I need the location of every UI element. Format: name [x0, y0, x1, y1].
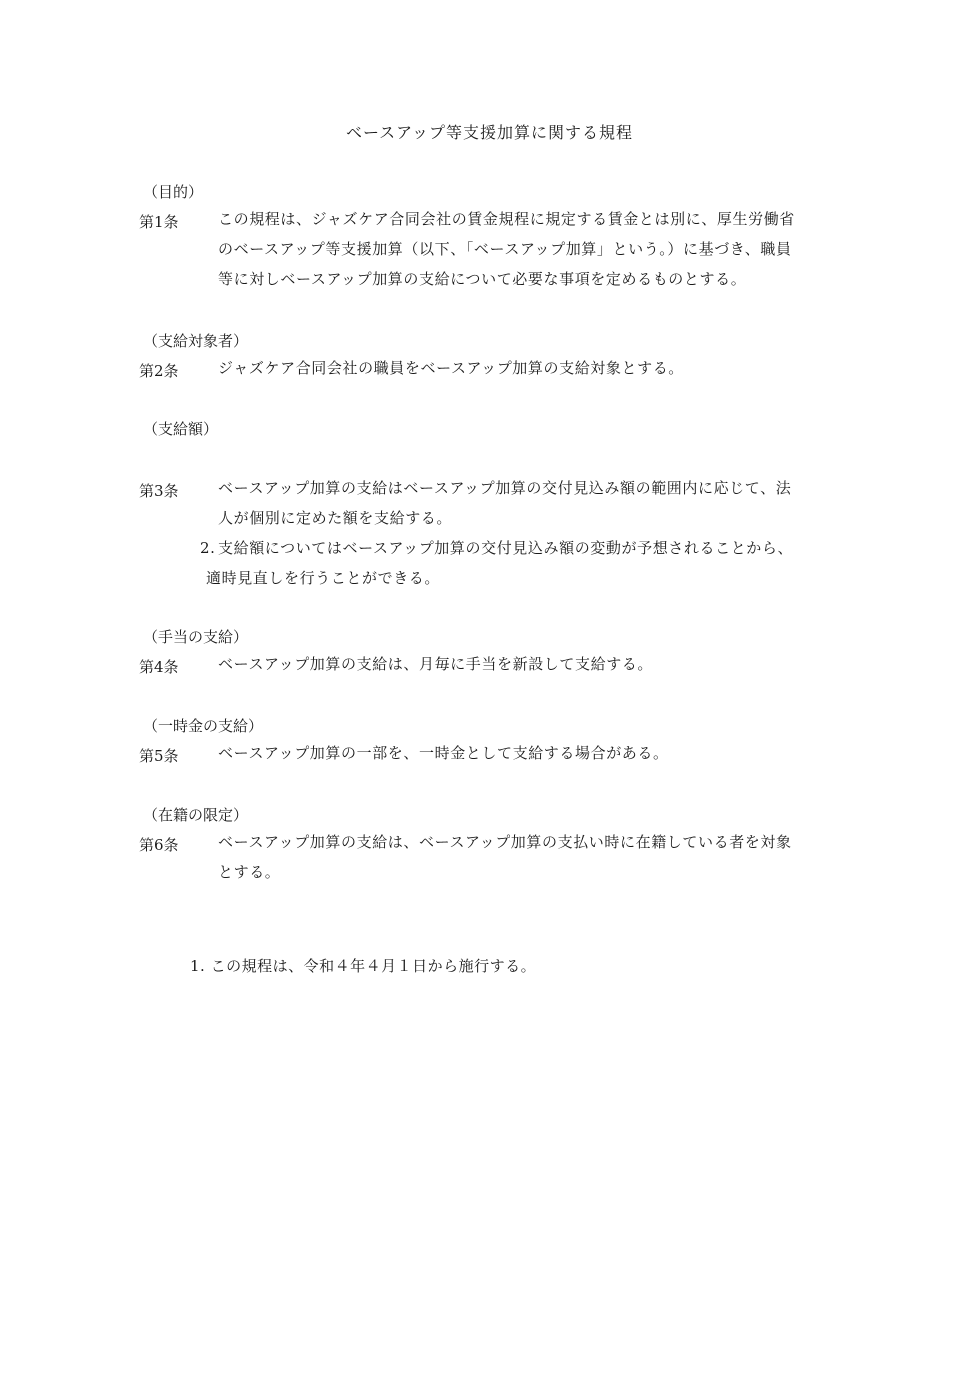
article-1-body: [218, 204, 868, 294]
article-5-line: ベースアップ加算の一部を、一時金として支給する場合がある。: [218, 744, 669, 762]
article-1-line: 等に対しベースアップ加算の支給について必要な事項を定めるものとする。: [218, 270, 747, 288]
article-4-body: [218, 649, 868, 679]
article-5-heading: （一時金の支給）: [143, 717, 264, 735]
article-4-heading: （手当の支給）: [143, 628, 249, 646]
article-6-line: とする。: [218, 863, 281, 881]
article-6-body: [218, 827, 868, 887]
article-1-number: 第1条: [139, 213, 179, 231]
article-2-body: [218, 353, 868, 383]
article-3-paragraph-2: [200, 533, 866, 593]
article-3-paragraph-2-line-1: [200, 533, 866, 563]
article-1-line: のベースアップ等支援加算（以下、「ベースアップ加算」という。）に基づき、職員: [218, 240, 792, 258]
article-6-number: 第6条: [139, 836, 179, 854]
article-3-body: [218, 473, 868, 533]
article-2-line: ジャズケア合同会社の職員をベースアップ加算の支給対象とする。: [218, 359, 684, 377]
article-6-heading: （在籍の限定）: [143, 806, 249, 824]
article-3-heading: （支給額）: [143, 420, 219, 438]
supplementary-provision: 1. この規程は、令和４年４月１日から施行する。: [190, 957, 537, 975]
article-6-line: ベースアップ加算の支給は、ベースアップ加算の支払い時に在籍している者を対象: [218, 833, 792, 851]
article-5-number: 第5条: [139, 747, 179, 765]
document-title: ベースアップ等支援加算に関する規程: [345, 123, 634, 142]
article-3-line: 人が個別に定めた額を支給する。: [218, 509, 453, 527]
article-3-paragraph-2-line-2: 適時見直しを行うことができる。: [206, 569, 441, 587]
article-1-line: この規程は、ジャズケア合同会社の賃金規程に規定する賃金とは別に、厚生労働省: [218, 210, 795, 228]
article-5-body: [218, 738, 868, 768]
article-2-heading: （支給対象者）: [143, 332, 249, 350]
article-3-number: 第3条: [139, 482, 179, 500]
article-4-number: 第4条: [139, 658, 179, 676]
paragraph-text: 支給額についてはベースアップ加算の交付見込み額の変動が予想されることから、: [218, 539, 794, 557]
article-3-line: ベースアップ加算の支給はベースアップ加算の交付見込み額の範囲内に応じて、法: [218, 479, 792, 497]
paragraph-number: 2.: [200, 539, 216, 557]
article-4-line: ベースアップ加算の支給は、月毎に手当を新設して支給する。: [218, 655, 654, 673]
article-1-heading: （目的）: [143, 183, 204, 201]
article-2-number: 第2条: [139, 362, 179, 380]
